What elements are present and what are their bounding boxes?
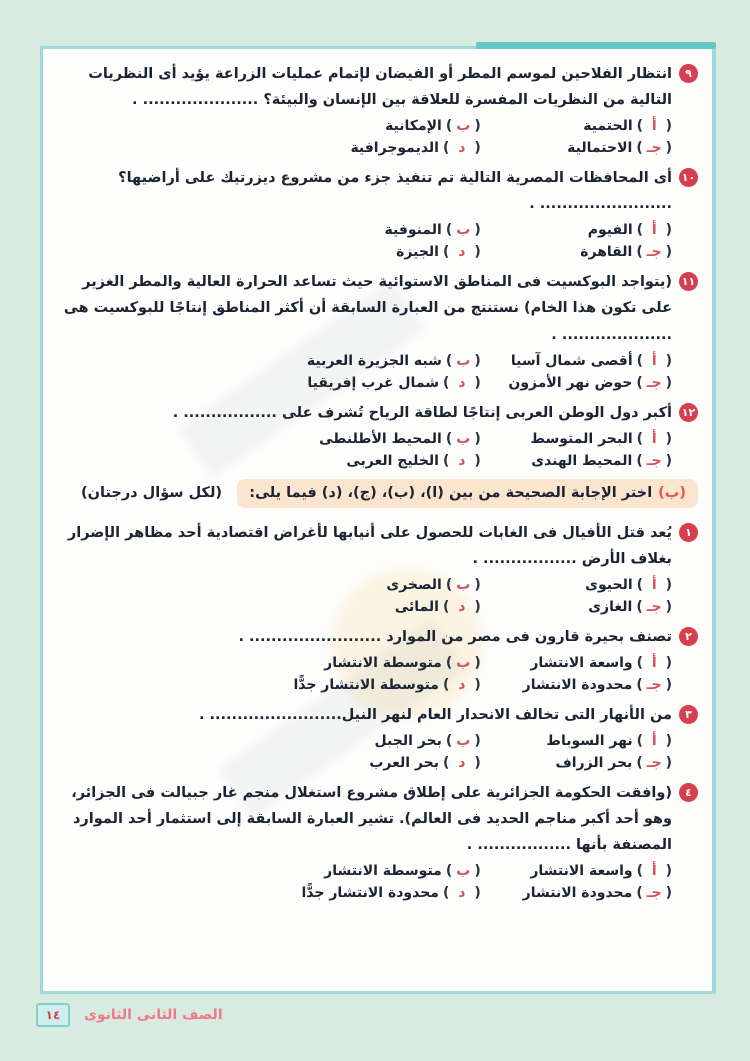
option-marker: أ <box>647 655 662 672</box>
paren-close: ) <box>636 430 644 447</box>
paren-open: ( <box>474 863 481 880</box>
paren-open: ( <box>474 374 481 391</box>
paren-open: ( <box>474 576 481 593</box>
option-c <box>481 453 672 469</box>
question-number-badge: ١١ <box>679 272 698 291</box>
question-number-badge: ٣ <box>679 705 698 724</box>
option-label: متوسطة الانتشار <box>324 655 442 672</box>
paren-open: ( <box>665 374 672 391</box>
option-label: حوض نهر الأمزون <box>508 374 633 391</box>
option-a <box>481 353 672 369</box>
option-marker: ب <box>456 430 471 447</box>
paren-close: ) <box>636 452 643 469</box>
question-block <box>55 780 698 901</box>
option-marker: ب <box>456 863 471 880</box>
paren-close: ) <box>445 733 453 750</box>
option-b <box>55 353 481 369</box>
option-d <box>55 375 481 391</box>
option-c <box>481 375 672 391</box>
options-grid <box>55 655 698 693</box>
option-d <box>55 244 481 260</box>
paren-close: ) <box>442 598 450 615</box>
option-d <box>55 140 481 156</box>
options-grid <box>55 863 698 901</box>
paren-open: ( <box>665 733 672 750</box>
footer <box>36 1003 716 1027</box>
option-label: محدودة الانتشار جدًّا <box>301 885 439 902</box>
option-d <box>55 453 481 469</box>
question-block <box>55 400 698 469</box>
option-marker: د <box>453 140 471 157</box>
paren-close: ) <box>442 140 450 157</box>
option-c <box>481 244 672 260</box>
paren-close: ) <box>445 430 453 447</box>
option-a <box>481 431 672 447</box>
paren-open: ( <box>665 352 672 369</box>
question-number-badge: ٤ <box>679 783 698 802</box>
option-label: متوسطة الانتشار جدًّا <box>293 677 439 694</box>
question-block <box>55 269 698 390</box>
question-text: أكبر دول الوطن العربى إنتاجًا لطاقة الرياح تُشرف على ................. . <box>172 404 672 421</box>
paren-open: ( <box>474 885 481 902</box>
section-badge: (ب) <box>658 484 686 501</box>
paren-close: ) <box>636 677 643 694</box>
paren-close: ) <box>445 655 453 672</box>
paren-close: ) <box>636 655 644 672</box>
option-marker: جـ <box>646 677 662 694</box>
page-number-box: ١٤ <box>36 1003 70 1027</box>
option-b <box>55 733 481 749</box>
option-marker: ب <box>456 118 471 135</box>
option-marker: أ <box>647 576 662 593</box>
paren-close: ) <box>636 755 643 772</box>
option-marker: جـ <box>646 452 662 469</box>
options-grid <box>55 733 698 771</box>
option-marker: جـ <box>646 598 662 615</box>
option-marker: أ <box>647 352 662 369</box>
paren-close: ) <box>442 244 450 261</box>
paren-close: ) <box>636 244 643 261</box>
option-marker: جـ <box>646 140 662 157</box>
option-marker: د <box>453 244 471 261</box>
option-marker: جـ <box>646 374 662 391</box>
option-d <box>55 885 481 901</box>
paren-close: ) <box>636 576 644 593</box>
paren-open: ( <box>665 576 672 593</box>
option-label: متوسطة الانتشار <box>324 863 442 880</box>
option-marker: د <box>453 452 471 469</box>
option-c <box>481 677 672 693</box>
option-label: شبه الجزيرة العربية <box>306 352 442 369</box>
option-marker: أ <box>647 733 662 750</box>
question-text: انتظار الفلاحين لموسم المطر أو الفيضان لإتمام عمليات الزراعة يؤيد أى النظريات التالية من النظريات المفسرة للعلاقة بين الإنسان والبيئة؟ ..................... . <box>88 66 672 109</box>
options-grid <box>55 222 698 260</box>
option-marker: د <box>453 885 471 902</box>
option-c <box>481 885 672 901</box>
section-title-pill <box>237 479 698 508</box>
option-label: الإمكانية <box>385 118 442 135</box>
option-label: الغازى <box>588 598 633 615</box>
option-label: أقصى شمال آسيا <box>510 352 633 369</box>
paren-open: ( <box>665 244 672 261</box>
option-a <box>481 863 672 879</box>
paren-close: ) <box>442 677 450 694</box>
option-marker: د <box>453 755 471 772</box>
question-number-badge: ١٠ <box>679 168 698 187</box>
paren-open: ( <box>474 352 481 369</box>
option-label: محدودة الانتشار <box>522 677 633 694</box>
option-b <box>55 431 481 447</box>
paren-close: ) <box>445 222 453 239</box>
option-a <box>481 655 672 671</box>
grade-label: الصف الثانى الثانوى <box>84 1007 223 1023</box>
option-label: نهر السوباط <box>546 733 633 750</box>
option-label: بحر الزراف <box>555 755 633 772</box>
option-b <box>55 118 481 134</box>
question-block <box>55 520 698 615</box>
question-text: تصنف بحيرة قارون فى مصر من الموارد ........................ . <box>238 628 672 645</box>
paren-open: ( <box>474 755 481 772</box>
option-d <box>55 677 481 693</box>
option-b <box>55 655 481 671</box>
option-marker: د <box>453 598 471 615</box>
option-b <box>55 577 481 593</box>
question-number-badge: ٢ <box>679 627 698 646</box>
option-marker: ب <box>456 733 471 750</box>
paren-close: ) <box>636 118 644 135</box>
option-marker: ب <box>456 655 471 672</box>
paren-open: ( <box>474 222 481 239</box>
question-text: من الأنهار التى تخالف الانحدار العام لنهر النيل........................ . <box>198 707 672 724</box>
option-c <box>481 755 672 771</box>
option-label: المحيط الأطلنطى <box>319 430 442 447</box>
option-marker: أ <box>647 222 662 239</box>
paren-open: ( <box>665 452 672 469</box>
option-label: الحتمية <box>583 118 633 135</box>
paren-open: ( <box>474 430 481 447</box>
paren-open: ( <box>474 733 481 750</box>
option-a <box>481 118 672 134</box>
option-label: بحر الجبل <box>374 733 442 750</box>
paren-open: ( <box>665 755 672 772</box>
paren-open: ( <box>474 140 481 157</box>
option-label: الصخرى <box>386 576 442 593</box>
option-marker: ب <box>456 222 471 239</box>
paren-open: ( <box>665 222 672 239</box>
paren-close: ) <box>442 374 450 391</box>
paren-open: ( <box>665 863 672 880</box>
paren-open: ( <box>665 140 672 157</box>
option-marker: أ <box>647 430 662 447</box>
question-text: (يتواجد البوكسيت فى المناطق الاستوائية حيث تساعد الحرارة العالية والمطر الغزير على تكون هذا الخام) نستنتج من العبارة السابقة أن أكثر المناطق إنتاجًا للبوكسيت هى .................... . <box>63 274 672 343</box>
paren-open: ( <box>474 655 481 672</box>
question-number-badge: ١٢ <box>679 403 698 422</box>
paren-close: ) <box>636 863 644 880</box>
option-label: محدودة الانتشار <box>522 885 633 902</box>
option-a <box>481 733 672 749</box>
paren-close: ) <box>636 598 643 615</box>
paren-close: ) <box>636 374 643 391</box>
paren-close: ) <box>442 755 450 772</box>
option-a <box>481 222 672 238</box>
option-marker: د <box>453 677 471 694</box>
paren-open: ( <box>665 885 672 902</box>
option-d <box>55 755 481 771</box>
option-label: الجيزة <box>396 244 439 261</box>
question-text: أى المحافظات المصرية التالية تم تنفيذ جزء من مشروع ديزرتيك على أراضيها؟ ........................ . <box>118 170 672 213</box>
content-panel <box>40 46 716 994</box>
option-label: البحر المتوسط <box>530 430 633 447</box>
question-block <box>55 624 698 693</box>
section-a-questions <box>55 61 698 469</box>
option-label: الفيوم <box>587 222 633 239</box>
option-label: الحيوى <box>585 576 633 593</box>
option-label: بحر العرب <box>369 755 439 772</box>
paren-open: ( <box>474 452 481 469</box>
paren-close: ) <box>442 452 450 469</box>
paren-close: ) <box>636 222 644 239</box>
option-marker: ب <box>456 352 471 369</box>
option-marker: ب <box>456 576 471 593</box>
option-label: واسعة الانتشار <box>530 655 633 672</box>
option-d <box>55 599 481 615</box>
option-marker: أ <box>647 863 662 880</box>
paren-close: ) <box>636 352 644 369</box>
option-c <box>481 599 672 615</box>
paren-open: ( <box>665 677 672 694</box>
option-label: شمال غرب إفريقيا <box>307 374 439 391</box>
paren-close: ) <box>445 118 453 135</box>
option-b <box>55 222 481 238</box>
options-grid <box>55 431 698 469</box>
option-label: المنوفية <box>384 222 442 239</box>
section-b-header <box>55 479 698 508</box>
paren-open: ( <box>474 244 481 261</box>
options-grid <box>55 118 698 156</box>
option-label: الديموجرافية <box>350 140 439 157</box>
paren-open: ( <box>665 655 672 672</box>
option-marker: أ <box>647 118 662 135</box>
option-label: الاحتمالية <box>567 140 633 157</box>
question-text: يُعد قتل الأفيال فى الغابات للحصول على أنيابها لأغراض اقتصادية أحد مظاهر الإضرار بغلاف الأرض ................. . <box>67 524 672 567</box>
question-block <box>55 702 698 771</box>
option-label: المائى <box>394 598 439 615</box>
paren-open: ( <box>665 118 672 135</box>
question-block <box>55 165 698 260</box>
paren-close: ) <box>442 885 450 902</box>
section-b-questions <box>55 520 698 902</box>
paren-open: ( <box>474 677 481 694</box>
question-text: (وافقت الحكومة الجزائرية على إطلاق مشروع استغلال منجم غار جبيالت فى الجزائر، وهو أحد أكبر مناجم الحديد فى العالم). تشير العبارة السابقة إلى استثمار أحد الموارد المصنفة بأنها ................. . <box>71 785 672 854</box>
question-block <box>55 61 698 156</box>
option-label: الخليج العربى <box>346 452 439 469</box>
options-grid <box>55 353 698 391</box>
option-b <box>55 863 481 879</box>
option-marker: جـ <box>646 755 662 772</box>
option-marker: جـ <box>646 244 662 261</box>
paren-close: ) <box>636 733 644 750</box>
paren-close: ) <box>636 140 643 157</box>
paren-close: ) <box>445 863 453 880</box>
paren-open: ( <box>474 118 481 135</box>
paren-close: ) <box>636 885 643 902</box>
option-marker: جـ <box>646 885 662 902</box>
paren-close: ) <box>445 576 453 593</box>
option-label: واسعة الانتشار <box>530 863 633 880</box>
question-number-badge: ٩ <box>679 64 698 83</box>
option-a <box>481 577 672 593</box>
paren-open: ( <box>665 598 672 615</box>
paren-open: ( <box>474 598 481 615</box>
option-label: القاهرة <box>580 244 633 261</box>
section-title: اختر الإجابة الصحيحة من بين (ا)، (ب)، (ج)، (د) فيما يلى: <box>249 484 653 501</box>
paren-close: ) <box>445 352 453 369</box>
paren-open: ( <box>665 430 672 447</box>
question-number-badge: ١ <box>679 523 698 542</box>
option-label: المحيط الهندى <box>531 452 633 469</box>
option-c <box>481 140 672 156</box>
options-grid <box>55 577 698 615</box>
option-marker: د <box>453 374 471 391</box>
section-note: (لكل سؤال درجتان) <box>81 485 223 502</box>
